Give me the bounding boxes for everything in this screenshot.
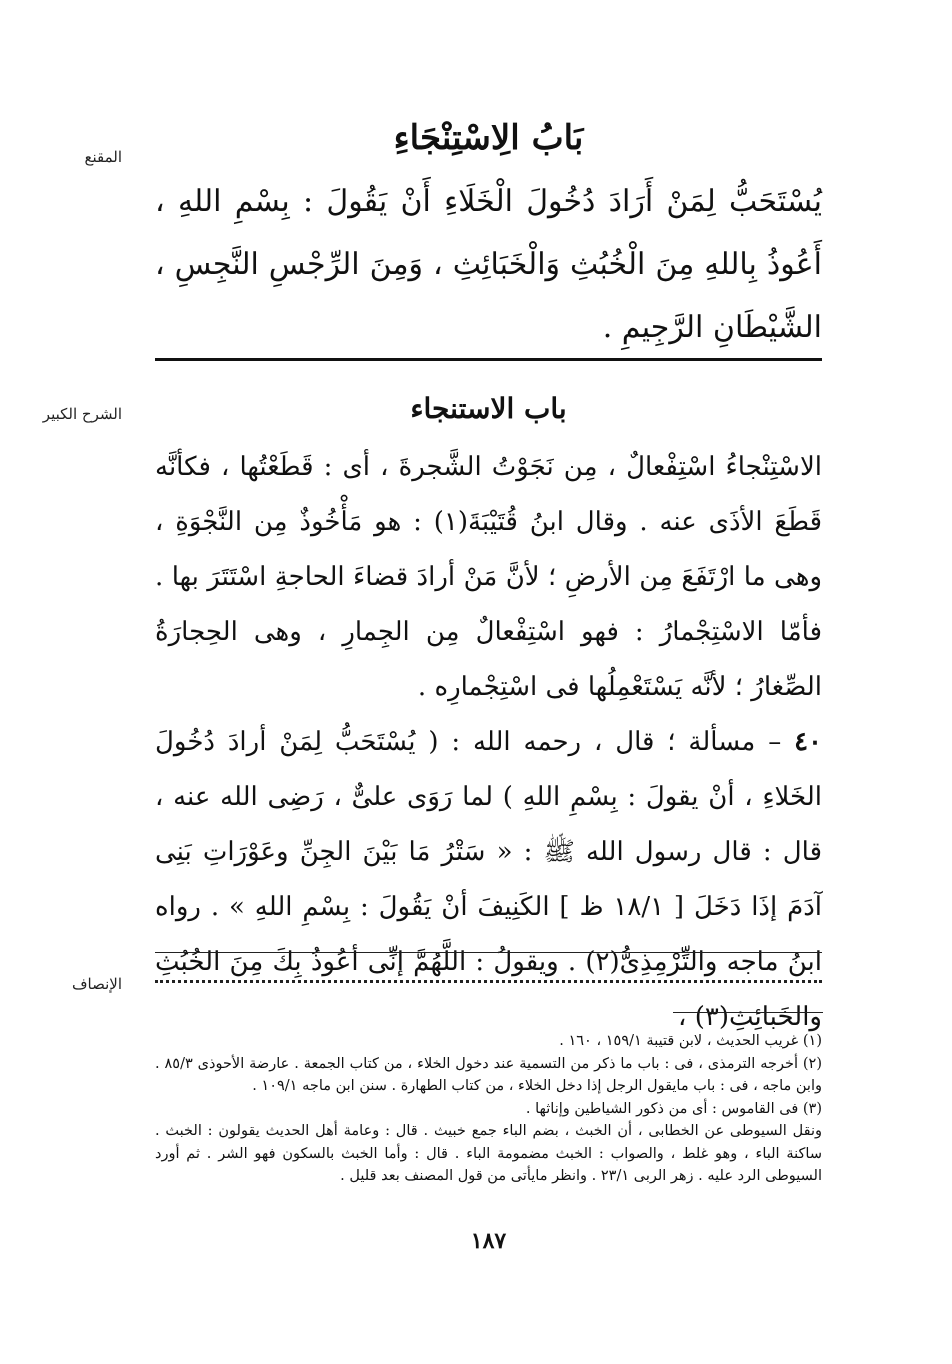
label-insaf: الإنصاف <box>71 975 122 993</box>
section-divider <box>155 358 822 361</box>
sharh-paragraph-1: الاسْتِنْجاءُ اسْتِفْعالٌ ، مِن نَجَوْتُ الشَّجرةَ ، أى : قَطَعْتُها ، فكأنَّه قَطَعَ الأذَى عنه . وقال ابنُ قُتَيْبَةَ(١) : هو مَأْخُوذٌ مِن النَّجْوَةِ ، وهى ما ارْتَفَعَ مِن الأرضِ ؛ لأنَّ مَنْ أرادَ قضاءَ الحاجةِ اسْتَتَرَ بها . فأمّا الاسْتِجْمارُ : فهو اسْتِفْعالٌ مِن الجِمارِ ، وهى الحِجارَةُ الصِّغارُ ؛ لأنَّه يَسْتَعْمِلُها فى اسْتِجْمارِه . <box>155 452 822 702</box>
footnote-3-continuation: ونقل السيوطى عن الخطابى ، أن الخبث ، بضم الباء جمع خبيث . قال : وعامة أهل الحديث يقولون : الخبث . ساكنة الباء ، وهو غلط ، والصواب : الخبث مضمومة الباء . قال : وأما الخبث بالسكون فهو الشر . ثم أورد السيوطى الرد عليه . زهر الربى ٢٣/١ . وانظر مايأتى من قول المصنف بعد قليل . <box>155 1123 822 1184</box>
label-muqni: المقنع <box>84 148 122 166</box>
muqni-heading: بَابُ الِاسْتِنْجَاءِ <box>393 118 584 158</box>
sharh-heading: باب الاستنجاء <box>410 392 567 425</box>
page-number: ١٨٧ <box>470 1228 507 1254</box>
muqni-section <box>155 170 822 359</box>
label-sharh: الشرح الكبير <box>42 405 122 423</box>
footnotes <box>155 1030 822 1188</box>
sharh-paragraph-2-text: – مسألة ؛ قال ، رحمه الله : ( يُسْتَحَبُّ لِمَنْ أرادَ دُخُولَ الخَلاءِ ، أنْ يقولَ : بِسْمِ اللهِ ) لما رَوَى علىٌّ ، رَضِى الله عنه ، قال : قال رسول الله ﷺ : « سَتْرُ مَا بَيْنَ الجِنِّ وعَوْرَاتِ بَنِى آدَمَ إذَا دَخَلَ [ ١٨/١ ظ ] الكَنِيفَ أنْ يَقُولَ : بِسْمِ اللهِ » . رواه ابنُ ماجه والتِّرْمِذِىُّ(٢) . ويقولُ : اللَّهُمَّ إنِّى أعُوذُ بِكَ مِنَ الخُبُثِ والخَبائِثِ(٣) ، <box>155 727 822 1032</box>
muqni-text: يُسْتَحَبُّ لِمَنْ أَرَادَ دُخُولَ الْخَلَاءِ أَنْ يَقُولَ : بِسْمِ اللهِ ، أَعُوذُ بِاللهِ مِنَ الْخُبُثِ وَالْخَبَائِثِ ، وَمِنَ الرِّجْسِ النَّجِسِ ، الشَّيْطَانِ الرَّجِيمِ . <box>155 184 822 345</box>
issue-number: ٤٠ <box>794 727 822 757</box>
sharh-end-rule <box>155 952 822 953</box>
insaf-dotted-line <box>155 980 822 983</box>
footnote-2: (٢) أخرجه الترمذى ، فى : باب ما ذكر من التسمية عند دخول الخلاء ، من كتاب الجمعة . عارضة الأحوذى ٨٥/٣ . وابن ماجه ، فى : باب مايقول الرجل إذا دخل الخلاء ، من كتاب الطهارة . سنن ابن ماجه ١٠٩/١ . <box>155 1055 822 1094</box>
footnote-3: (٣) فى القاموس : أى من ذكور الشياطين وإناثها . <box>525 1100 822 1117</box>
footnote-1: (١) غريب الحديث ، لابن قتيبة ١٥٩/١ ، ١٦٠ . <box>559 1033 822 1049</box>
sharh-paragraph-2 <box>155 715 822 1045</box>
footnote-rule <box>673 1012 823 1013</box>
sharh-section <box>155 440 822 1045</box>
